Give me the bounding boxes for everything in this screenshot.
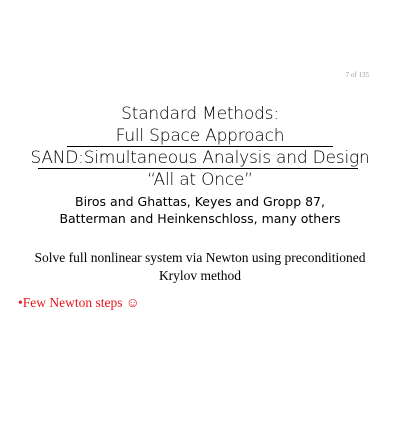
body-text <box>0 249 400 285</box>
title-line-3: SAND:Simultaneous Analysis and Design <box>30 148 370 168</box>
authors-line-2: Batterman and Heinkenschloss, many others <box>59 211 341 226</box>
page-number: 7 of 135 <box>345 71 369 79</box>
title-line-4: “All at Once” <box>147 170 253 190</box>
title-line-2: Full Space Approach <box>115 126 285 146</box>
authors-line-1: Biros and Ghattas, Keyes and Gropp 87, <box>75 194 325 209</box>
title-line-1: Standard Methods: <box>121 104 279 124</box>
body-line-2: Krylov method <box>158 268 242 283</box>
bullet-item: •Few Newton steps ☺ <box>18 295 140 310</box>
title-block <box>0 103 400 227</box>
body-line-1: Solve full nonlinear system via Newton using preconditioned <box>34 250 366 265</box>
